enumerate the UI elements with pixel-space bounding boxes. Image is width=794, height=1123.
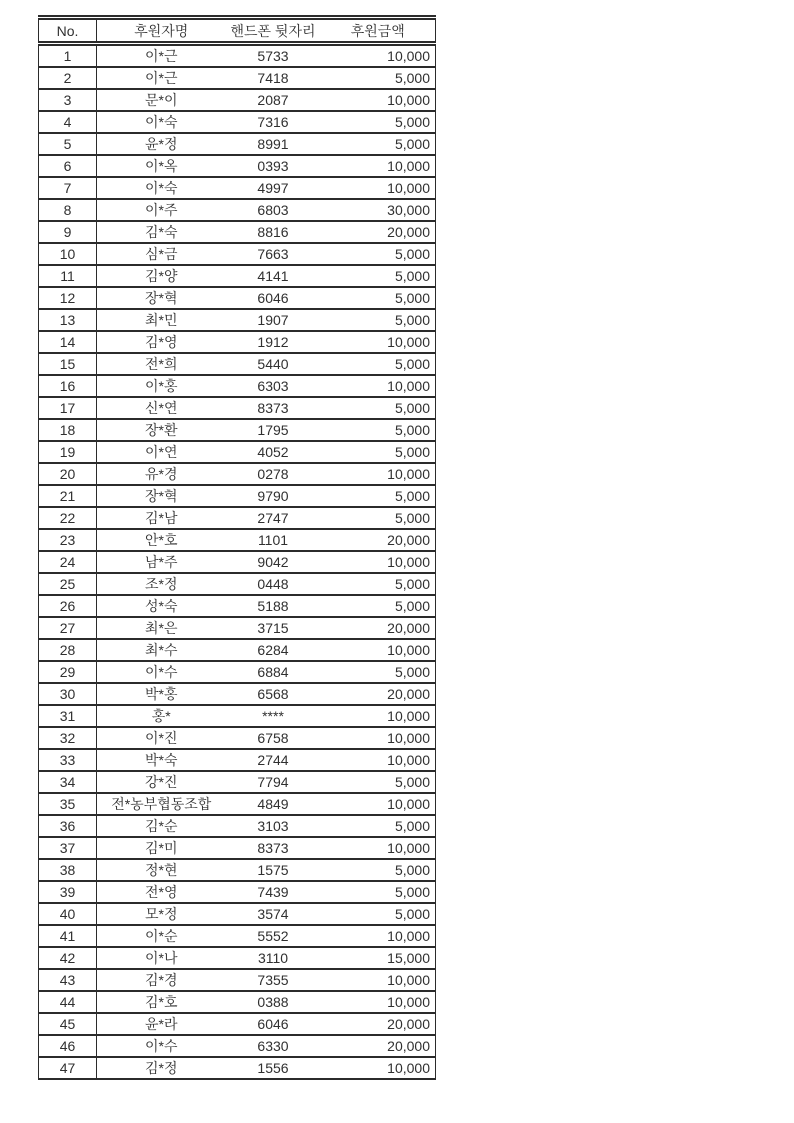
cell-amount: 5,000 bbox=[321, 573, 436, 595]
table-row bbox=[39, 529, 436, 551]
table-row bbox=[39, 1035, 436, 1057]
cell-no: 45 bbox=[39, 1013, 97, 1035]
table-row bbox=[39, 683, 436, 705]
cell-name: 김*호 bbox=[97, 991, 226, 1013]
cell-phone: 2744 bbox=[226, 749, 321, 771]
table-row bbox=[39, 287, 436, 309]
cell-amount: 10,000 bbox=[321, 991, 436, 1013]
cell-name: 성*숙 bbox=[97, 595, 226, 617]
table-row bbox=[39, 969, 436, 991]
table-row bbox=[39, 133, 436, 155]
cell-no: 5 bbox=[39, 133, 97, 155]
cell-phone: 4052 bbox=[226, 441, 321, 463]
cell-amount: 5,000 bbox=[321, 353, 436, 375]
cell-no: 16 bbox=[39, 375, 97, 397]
table-row bbox=[39, 727, 436, 749]
cell-name: 이*숙 bbox=[97, 111, 226, 133]
cell-name: 김*영 bbox=[97, 331, 226, 353]
cell-name: 이*나 bbox=[97, 947, 226, 969]
cell-amount: 10,000 bbox=[321, 375, 436, 397]
cell-amount: 5,000 bbox=[321, 771, 436, 793]
cell-no: 27 bbox=[39, 617, 97, 639]
cell-name: 전*영 bbox=[97, 881, 226, 903]
cell-phone: 6330 bbox=[226, 1035, 321, 1057]
cell-amount: 5,000 bbox=[321, 243, 436, 265]
cell-phone: 4997 bbox=[226, 177, 321, 199]
cell-name: 전*농부협동조합 bbox=[97, 793, 226, 815]
cell-amount: 5,000 bbox=[321, 111, 436, 133]
table-row bbox=[39, 309, 436, 331]
cell-name: 이*홍 bbox=[97, 375, 226, 397]
table-row bbox=[39, 419, 436, 441]
cell-amount: 10,000 bbox=[321, 331, 436, 353]
cell-amount: 10,000 bbox=[321, 1057, 436, 1079]
cell-phone: 7663 bbox=[226, 243, 321, 265]
table-row bbox=[39, 375, 436, 397]
cell-phone: 3715 bbox=[226, 617, 321, 639]
cell-amount: 5,000 bbox=[321, 133, 436, 155]
cell-amount: 15,000 bbox=[321, 947, 436, 969]
table-row bbox=[39, 44, 436, 68]
cell-name: 이*근 bbox=[97, 67, 226, 89]
cell-phone: 8373 bbox=[226, 397, 321, 419]
cell-name: 장*혁 bbox=[97, 485, 226, 507]
cell-amount: 20,000 bbox=[321, 1035, 436, 1057]
cell-name: 이*옥 bbox=[97, 155, 226, 177]
table-row bbox=[39, 1057, 436, 1079]
table-row bbox=[39, 903, 436, 925]
table-row bbox=[39, 397, 436, 419]
cell-no: 3 bbox=[39, 89, 97, 111]
cell-amount: 5,000 bbox=[321, 815, 436, 837]
cell-amount: 5,000 bbox=[321, 309, 436, 331]
cell-amount: 10,000 bbox=[321, 44, 436, 68]
cell-amount: 5,000 bbox=[321, 265, 436, 287]
cell-name: 이*연 bbox=[97, 441, 226, 463]
table-row bbox=[39, 331, 436, 353]
cell-phone: 4849 bbox=[226, 793, 321, 815]
cell-no: 38 bbox=[39, 859, 97, 881]
table-row bbox=[39, 67, 436, 89]
table-row bbox=[39, 485, 436, 507]
table-row bbox=[39, 463, 436, 485]
table-row bbox=[39, 837, 436, 859]
cell-phone: 0388 bbox=[226, 991, 321, 1013]
cell-phone: 6568 bbox=[226, 683, 321, 705]
cell-name: 박*홍 bbox=[97, 683, 226, 705]
cell-phone: 1575 bbox=[226, 859, 321, 881]
cell-amount: 10,000 bbox=[321, 969, 436, 991]
cell-no: 7 bbox=[39, 177, 97, 199]
cell-phone: 0393 bbox=[226, 155, 321, 177]
cell-amount: 10,000 bbox=[321, 551, 436, 573]
cell-amount: 20,000 bbox=[321, 221, 436, 243]
table-row bbox=[39, 793, 436, 815]
cell-phone: 1556 bbox=[226, 1057, 321, 1079]
cell-no: 17 bbox=[39, 397, 97, 419]
cell-amount: 10,000 bbox=[321, 793, 436, 815]
cell-name: 유*경 bbox=[97, 463, 226, 485]
cell-phone: 6046 bbox=[226, 287, 321, 309]
cell-no: 40 bbox=[39, 903, 97, 925]
table-row bbox=[39, 815, 436, 837]
cell-no: 36 bbox=[39, 815, 97, 837]
cell-name: 최*민 bbox=[97, 309, 226, 331]
cell-name: 정*현 bbox=[97, 859, 226, 881]
cell-phone: 9790 bbox=[226, 485, 321, 507]
table-body bbox=[39, 44, 436, 1080]
cell-no: 29 bbox=[39, 661, 97, 683]
table-row bbox=[39, 771, 436, 793]
cell-no: 47 bbox=[39, 1057, 97, 1079]
cell-no: 43 bbox=[39, 969, 97, 991]
cell-no: 31 bbox=[39, 705, 97, 727]
cell-name: 이*순 bbox=[97, 925, 226, 947]
table-row bbox=[39, 441, 436, 463]
cell-name: 이*수 bbox=[97, 661, 226, 683]
cell-no: 11 bbox=[39, 265, 97, 287]
cell-name: 장*환 bbox=[97, 419, 226, 441]
table-row bbox=[39, 353, 436, 375]
cell-no: 8 bbox=[39, 199, 97, 221]
cell-amount: 10,000 bbox=[321, 89, 436, 111]
cell-phone: 6303 bbox=[226, 375, 321, 397]
cell-phone: 1907 bbox=[226, 309, 321, 331]
cell-phone: 1795 bbox=[226, 419, 321, 441]
column-header-phone: 핸드폰 뒷자리 bbox=[226, 18, 321, 44]
cell-no: 10 bbox=[39, 243, 97, 265]
cell-no: 34 bbox=[39, 771, 97, 793]
cell-no: 23 bbox=[39, 529, 97, 551]
cell-no: 4 bbox=[39, 111, 97, 133]
cell-phone: 8373 bbox=[226, 837, 321, 859]
cell-name: 윤*라 bbox=[97, 1013, 226, 1035]
cell-name: 심*금 bbox=[97, 243, 226, 265]
cell-phone: 3574 bbox=[226, 903, 321, 925]
cell-amount: 20,000 bbox=[321, 617, 436, 639]
cell-name: 이*진 bbox=[97, 727, 226, 749]
cell-no: 2 bbox=[39, 67, 97, 89]
table-row bbox=[39, 507, 436, 529]
table-row bbox=[39, 947, 436, 969]
cell-no: 28 bbox=[39, 639, 97, 661]
table-row bbox=[39, 859, 436, 881]
cell-phone: 7316 bbox=[226, 111, 321, 133]
cell-phone: 4141 bbox=[226, 265, 321, 287]
cell-amount: 5,000 bbox=[321, 485, 436, 507]
cell-amount: 5,000 bbox=[321, 903, 436, 925]
cell-amount: 5,000 bbox=[321, 595, 436, 617]
table-row bbox=[39, 705, 436, 727]
cell-amount: 10,000 bbox=[321, 837, 436, 859]
table-row bbox=[39, 661, 436, 683]
cell-phone: 7439 bbox=[226, 881, 321, 903]
column-header-no: No. bbox=[39, 18, 97, 44]
table-row bbox=[39, 595, 436, 617]
cell-amount: 10,000 bbox=[321, 727, 436, 749]
cell-no: 26 bbox=[39, 595, 97, 617]
cell-phone: 3103 bbox=[226, 815, 321, 837]
cell-name: 김*순 bbox=[97, 815, 226, 837]
column-header-amount: 후원금액 bbox=[321, 18, 436, 44]
cell-phone: 6758 bbox=[226, 727, 321, 749]
cell-phone: 0278 bbox=[226, 463, 321, 485]
cell-phone: 2087 bbox=[226, 89, 321, 111]
cell-name: 장*혁 bbox=[97, 287, 226, 309]
table-row bbox=[39, 265, 436, 287]
cell-no: 44 bbox=[39, 991, 97, 1013]
cell-name: 남*주 bbox=[97, 551, 226, 573]
cell-amount: 10,000 bbox=[321, 749, 436, 771]
table-row bbox=[39, 551, 436, 573]
cell-amount: 5,000 bbox=[321, 507, 436, 529]
table-row bbox=[39, 177, 436, 199]
cell-phone: 6803 bbox=[226, 199, 321, 221]
table-row bbox=[39, 925, 436, 947]
cell-phone: 1101 bbox=[226, 529, 321, 551]
cell-name: 김*숙 bbox=[97, 221, 226, 243]
cell-phone: 7794 bbox=[226, 771, 321, 793]
cell-name: 홍* bbox=[97, 705, 226, 727]
cell-amount: 30,000 bbox=[321, 199, 436, 221]
cell-no: 42 bbox=[39, 947, 97, 969]
cell-name: 강*진 bbox=[97, 771, 226, 793]
table-row bbox=[39, 881, 436, 903]
cell-no: 18 bbox=[39, 419, 97, 441]
table-row bbox=[39, 991, 436, 1013]
cell-no: 35 bbox=[39, 793, 97, 815]
cell-amount: 10,000 bbox=[321, 639, 436, 661]
cell-no: 19 bbox=[39, 441, 97, 463]
table-row bbox=[39, 573, 436, 595]
cell-phone: **** bbox=[226, 705, 321, 727]
cell-name: 김*미 bbox=[97, 837, 226, 859]
cell-name: 이*주 bbox=[97, 199, 226, 221]
cell-amount: 10,000 bbox=[321, 705, 436, 727]
cell-no: 37 bbox=[39, 837, 97, 859]
cell-no: 33 bbox=[39, 749, 97, 771]
cell-amount: 20,000 bbox=[321, 1013, 436, 1035]
donor-list-sheet bbox=[38, 15, 436, 1080]
cell-amount: 5,000 bbox=[321, 397, 436, 419]
cell-phone: 1912 bbox=[226, 331, 321, 353]
cell-name: 최*수 bbox=[97, 639, 226, 661]
cell-no: 13 bbox=[39, 309, 97, 331]
cell-name: 김*양 bbox=[97, 265, 226, 287]
cell-phone: 7418 bbox=[226, 67, 321, 89]
table-row bbox=[39, 749, 436, 771]
cell-phone: 6884 bbox=[226, 661, 321, 683]
cell-no: 9 bbox=[39, 221, 97, 243]
cell-name: 이*수 bbox=[97, 1035, 226, 1057]
cell-name: 안*호 bbox=[97, 529, 226, 551]
cell-name: 최*은 bbox=[97, 617, 226, 639]
table-row bbox=[39, 639, 436, 661]
cell-name: 김*남 bbox=[97, 507, 226, 529]
table-row bbox=[39, 1013, 436, 1035]
cell-no: 6 bbox=[39, 155, 97, 177]
cell-phone: 5440 bbox=[226, 353, 321, 375]
cell-phone: 6284 bbox=[226, 639, 321, 661]
cell-name: 이*근 bbox=[97, 44, 226, 68]
cell-phone: 5188 bbox=[226, 595, 321, 617]
cell-amount: 5,000 bbox=[321, 661, 436, 683]
cell-no: 14 bbox=[39, 331, 97, 353]
table-row bbox=[39, 617, 436, 639]
cell-no: 1 bbox=[39, 44, 97, 68]
cell-no: 21 bbox=[39, 485, 97, 507]
cell-amount: 20,000 bbox=[321, 529, 436, 551]
cell-name: 신*연 bbox=[97, 397, 226, 419]
header-row bbox=[39, 18, 436, 44]
cell-phone: 9042 bbox=[226, 551, 321, 573]
table-row bbox=[39, 243, 436, 265]
cell-phone: 3110 bbox=[226, 947, 321, 969]
cell-no: 20 bbox=[39, 463, 97, 485]
cell-phone: 8816 bbox=[226, 221, 321, 243]
cell-phone: 2747 bbox=[226, 507, 321, 529]
cell-amount: 5,000 bbox=[321, 67, 436, 89]
cell-phone: 0448 bbox=[226, 573, 321, 595]
cell-amount: 10,000 bbox=[321, 925, 436, 947]
cell-no: 15 bbox=[39, 353, 97, 375]
table-row bbox=[39, 155, 436, 177]
cell-phone: 7355 bbox=[226, 969, 321, 991]
cell-no: 22 bbox=[39, 507, 97, 529]
cell-no: 30 bbox=[39, 683, 97, 705]
cell-phone: 5733 bbox=[226, 44, 321, 68]
cell-amount: 10,000 bbox=[321, 177, 436, 199]
cell-amount: 10,000 bbox=[321, 155, 436, 177]
cell-amount: 5,000 bbox=[321, 859, 436, 881]
cell-no: 32 bbox=[39, 727, 97, 749]
cell-no: 12 bbox=[39, 287, 97, 309]
cell-name: 전*희 bbox=[97, 353, 226, 375]
cell-no: 39 bbox=[39, 881, 97, 903]
cell-no: 25 bbox=[39, 573, 97, 595]
table-header bbox=[39, 18, 436, 44]
cell-amount: 5,000 bbox=[321, 441, 436, 463]
cell-phone: 5552 bbox=[226, 925, 321, 947]
cell-amount: 5,000 bbox=[321, 881, 436, 903]
table-row bbox=[39, 89, 436, 111]
cell-name: 김*정 bbox=[97, 1057, 226, 1079]
cell-phone: 6046 bbox=[226, 1013, 321, 1035]
column-header-name: 후원자명 bbox=[97, 18, 226, 44]
cell-amount: 5,000 bbox=[321, 287, 436, 309]
cell-name: 문*이 bbox=[97, 89, 226, 111]
donor-table bbox=[38, 15, 436, 1080]
cell-amount: 10,000 bbox=[321, 463, 436, 485]
cell-no: 41 bbox=[39, 925, 97, 947]
cell-amount: 20,000 bbox=[321, 683, 436, 705]
table-row bbox=[39, 199, 436, 221]
cell-phone: 8991 bbox=[226, 133, 321, 155]
cell-name: 김*경 bbox=[97, 969, 226, 991]
table-row bbox=[39, 111, 436, 133]
cell-no: 46 bbox=[39, 1035, 97, 1057]
cell-name: 윤*정 bbox=[97, 133, 226, 155]
cell-name: 이*숙 bbox=[97, 177, 226, 199]
cell-name: 박*숙 bbox=[97, 749, 226, 771]
cell-amount: 5,000 bbox=[321, 419, 436, 441]
cell-no: 24 bbox=[39, 551, 97, 573]
cell-name: 조*정 bbox=[97, 573, 226, 595]
table-row bbox=[39, 221, 436, 243]
cell-name: 모*정 bbox=[97, 903, 226, 925]
